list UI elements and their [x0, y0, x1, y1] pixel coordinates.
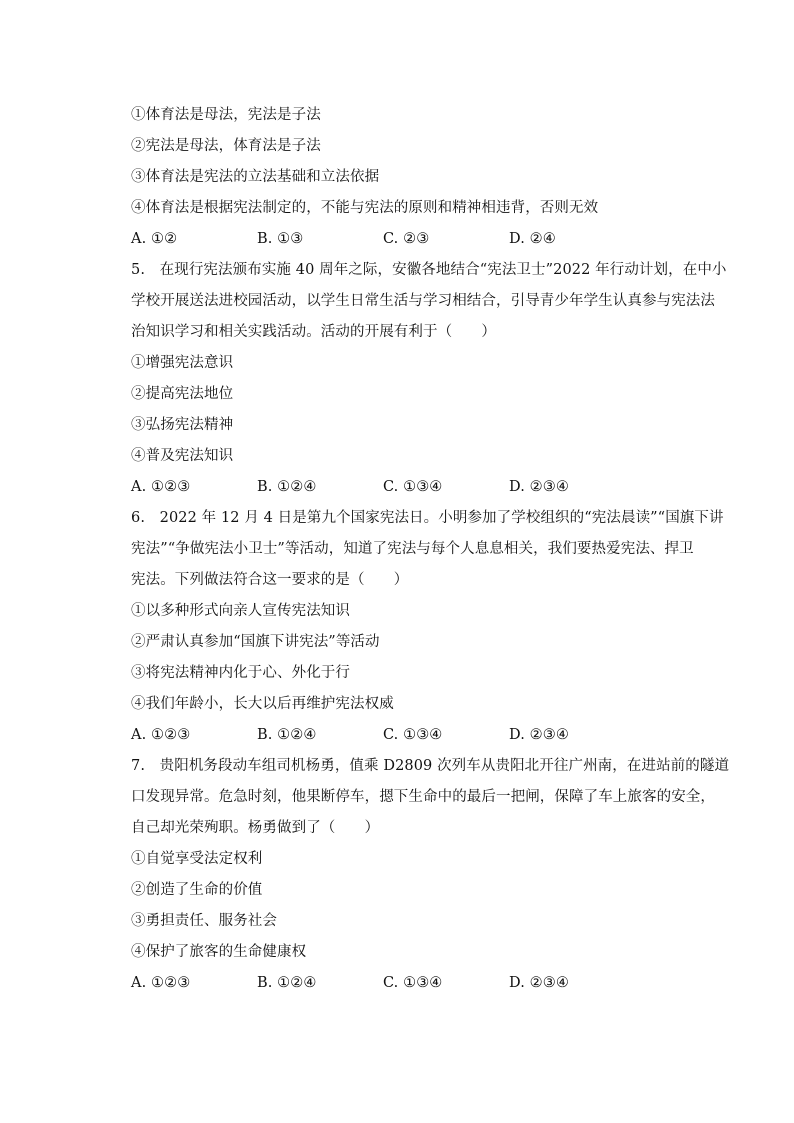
- q6-statement-2: ②严肃认真参加“国旗下讲宪法”等活动: [131, 634, 380, 650]
- q5-options: [131, 472, 711, 503]
- q4-option-d: D. ②④: [509, 231, 556, 247]
- q4-option-c: C. ②③: [383, 231, 430, 247]
- q5-statement-3: ③弘扬宪法精神: [131, 417, 234, 433]
- q6-stem-line-1: 6. 2022 年 12 月 4 日是第九个国家宪法日。小明参加了学校组织的“宪法晨读”“国旗下讲: [131, 510, 724, 526]
- q5-statement-4: ④普及宪法知识: [131, 448, 234, 464]
- q7-option-b: B. ①②④: [257, 975, 317, 991]
- q6-statement-4: ④我们年龄小，长大以后再维护宪法权威: [131, 696, 394, 712]
- q6-option-a: A. ①②③: [131, 727, 191, 743]
- q7-stem-line-3: 自己却光荣殉职。杨勇做到了（ ）: [131, 820, 380, 836]
- question-5: [131, 255, 727, 503]
- q7-stem-line-2: 口发现异常。危急时刻，他果断停车，摁下生命中的最后一把闸，保障了车上旅客的安全，: [131, 789, 715, 805]
- q6-statement-1: ①以多种形式向亲人宣传宪法知识: [131, 603, 350, 619]
- q7-statement-3: ③勇担责任、服务社会: [131, 913, 277, 929]
- q4-statement-4: ④体育法是根据宪法制定的，不能与宪法的原则和精神相违背，否则无效: [131, 200, 599, 216]
- exam-content: [131, 100, 730, 999]
- q6-stem: [131, 503, 724, 596]
- q4-statement-1: ①体育法是母法，宪法是子法: [131, 107, 321, 123]
- question-4-tail: [131, 100, 711, 255]
- q7-statement-4: ④保护了旅客的生命健康权: [131, 944, 307, 960]
- q6-stem-line-2: 宪法”“争做宪法小卫士”等活动，知道了宪法与每个人息息相关，我们要热爱宪法、捍卫: [131, 541, 694, 557]
- q4-statement-3: ③体育法是宪法的立法基础和立法依据: [131, 169, 380, 185]
- q5-stem: [131, 255, 727, 348]
- q6-option-b: B. ①②④: [257, 727, 317, 743]
- q7-option-a: A. ①②③: [131, 975, 191, 991]
- q5-stem-line-3: 治知识学习和相关实践活动。活动的开展有利于（ ）: [131, 324, 496, 340]
- q7-statement-1: ①自觉享受法定权利: [131, 851, 263, 867]
- q5-option-c: C. ①③④: [383, 479, 443, 495]
- q6-option-c: C. ①③④: [383, 727, 443, 743]
- q4-options: [131, 224, 711, 255]
- q5-stem-line-1: 5. 在现行宪法颁布实施 40 周年之际，安徽各地结合“宪法卫士”2022 年行动计划，在中小: [131, 262, 727, 278]
- q6-options: [131, 720, 711, 751]
- q6-stem-line-3: 宪法。下列做法符合这一要求的是（ ）: [131, 572, 409, 588]
- q5-option-a: A. ①②③: [131, 479, 191, 495]
- q5-option-b: B. ①②④: [257, 479, 317, 495]
- q7-statement-2: ②创造了生命的价值: [131, 882, 263, 898]
- q5-statement-2: ②提高宪法地位: [131, 386, 234, 402]
- q4-statement-2: ②宪法是母法，体育法是子法: [131, 138, 321, 154]
- q5-statement-1: ①增强宪法意识: [131, 355, 234, 371]
- q7-option-c: C. ①③④: [383, 975, 443, 991]
- q5-option-d: D. ②③④: [509, 479, 569, 495]
- q4-option-a: A. ①②: [131, 231, 178, 247]
- question-7: [131, 751, 730, 999]
- q7-options: [131, 968, 711, 999]
- q6-option-d: D. ②③④: [509, 727, 569, 743]
- q6-statement-3: ③将宪法精神内化于心、外化于行: [131, 665, 350, 681]
- q7-stem-line-1: 7. 贵阳机务段动车组司机杨勇，值乘 D2809 次列车从贵阳北开往广州南，在进站前的隧道: [131, 758, 730, 774]
- question-6: [131, 503, 724, 751]
- q7-option-d: D. ②③④: [509, 975, 569, 991]
- q7-stem: [131, 751, 730, 844]
- q5-stem-line-2: 学校开展送法进校园活动，以学生日常生活与学习相结合，引导青少年学生认真参与宪法法: [131, 293, 715, 309]
- q4-option-b: B. ①③: [257, 231, 304, 247]
